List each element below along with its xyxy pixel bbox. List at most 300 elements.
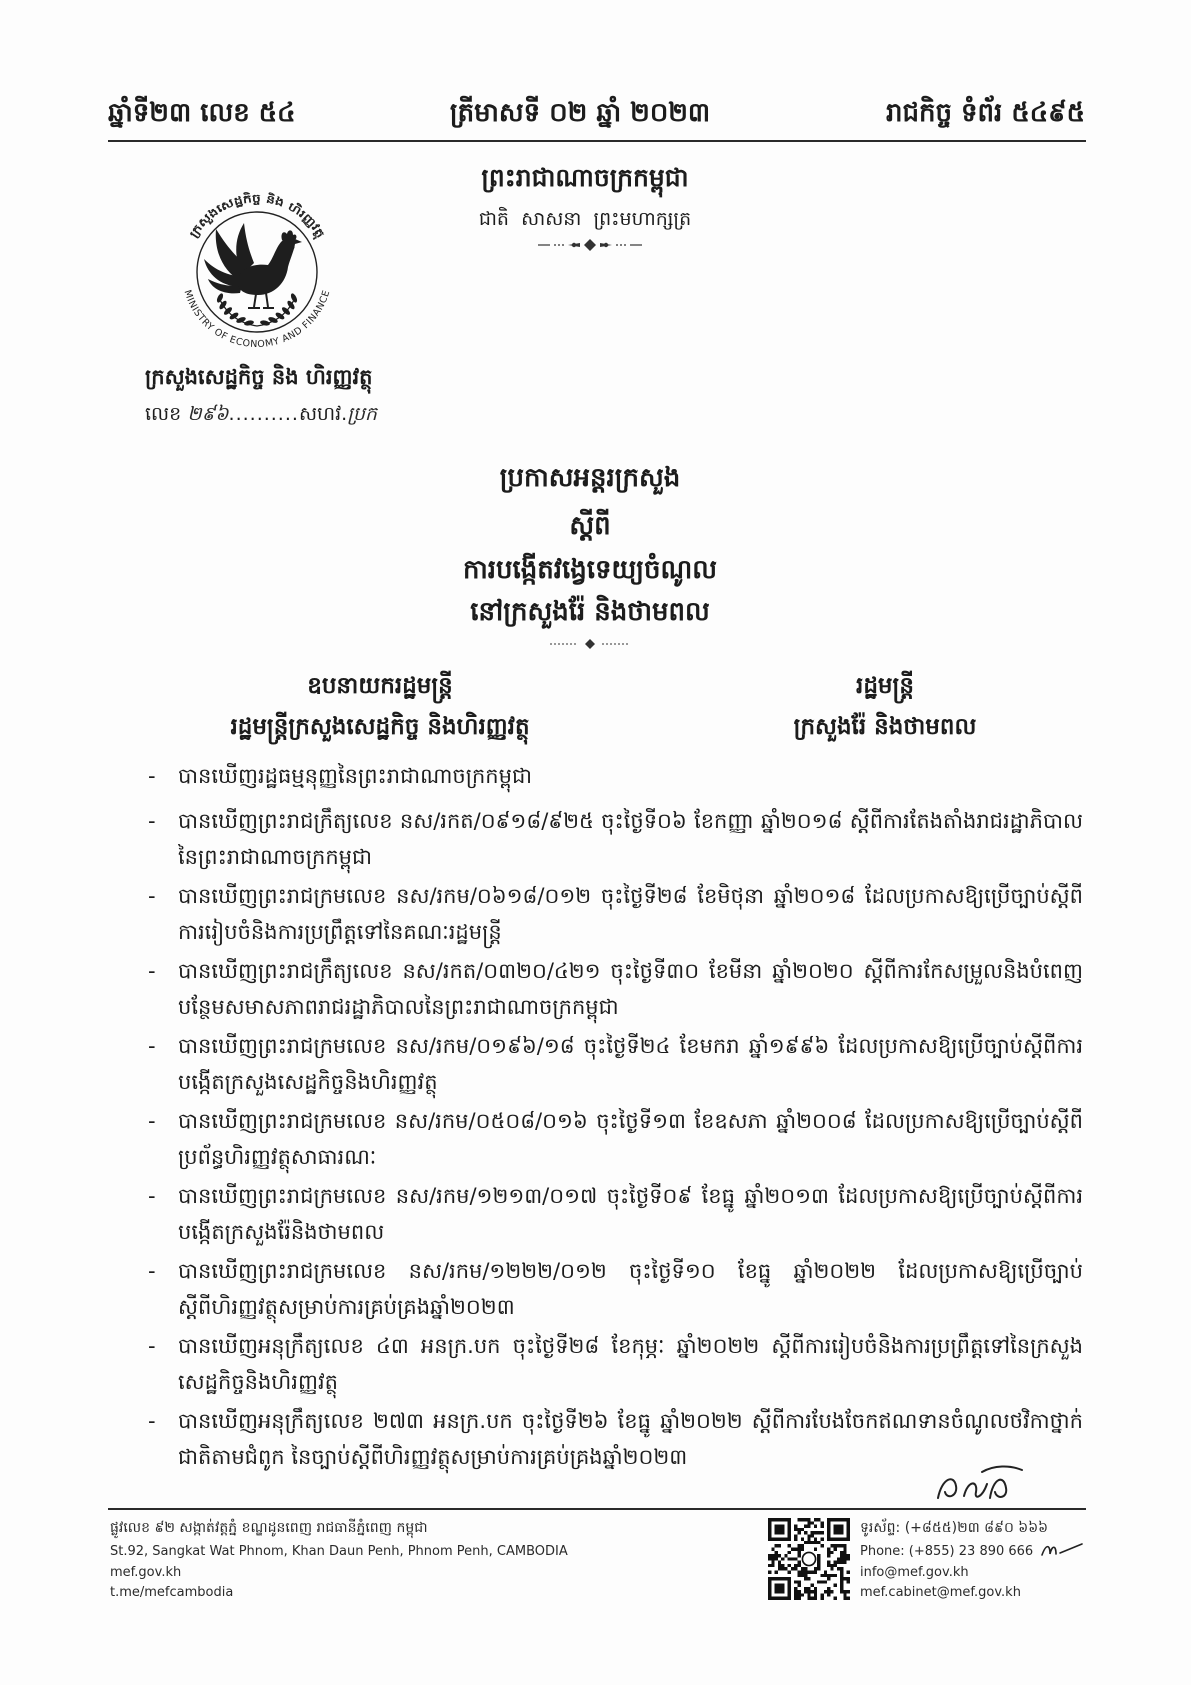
qr-module <box>784 1518 787 1521</box>
qr-module <box>775 1538 778 1541</box>
qr-module <box>778 1567 781 1570</box>
footer-address-english: St.92, Sangkat Wat Phnom, Khan Daun Penh, Phnom Penh, CAMBODIA <box>110 1544 568 1559</box>
seal-khmer-text: ក្រសួងសេដ្ឋកិច្ច និង ហិរញ្ញវត្ថុ <box>186 191 327 241</box>
qr-module <box>801 1544 804 1547</box>
qr-module <box>830 1590 833 1593</box>
qr-module <box>847 1597 850 1600</box>
qr-module <box>801 1548 804 1551</box>
qr-module <box>827 1528 830 1531</box>
qr-module <box>807 1538 810 1541</box>
list-bullet: - <box>148 1259 156 1283</box>
qr-module <box>840 1518 843 1521</box>
qr-module <box>847 1521 850 1524</box>
svg-text:MINISTRY OF ECONOMY AND FINANC <box>182 289 333 350</box>
qr-module <box>775 1587 778 1590</box>
qr-module <box>801 1567 804 1570</box>
list-item <box>148 953 1083 1025</box>
qr-module <box>830 1574 833 1577</box>
qr-module <box>788 1521 791 1524</box>
qr-module <box>834 1564 837 1567</box>
qr-module <box>837 1528 840 1531</box>
qr-module <box>811 1521 814 1524</box>
qr-module <box>794 1564 797 1567</box>
qr-module <box>824 1580 827 1583</box>
qr-module <box>768 1528 771 1531</box>
qr-module <box>781 1557 784 1560</box>
footer-telegram: t.me/mefcambodia <box>110 1585 234 1600</box>
preamble-list <box>148 758 1083 1478</box>
qr-module <box>840 1538 843 1541</box>
qr-module <box>768 1531 771 1534</box>
qr-module <box>817 1564 820 1567</box>
qr-module <box>775 1557 778 1560</box>
qr-module <box>840 1587 843 1590</box>
qr-module <box>768 1525 771 1528</box>
qr-module <box>788 1580 791 1583</box>
qr-module <box>788 1551 791 1554</box>
qr-module <box>768 1534 771 1537</box>
qr-module <box>788 1531 791 1534</box>
qr-module <box>817 1561 820 1564</box>
qr-module <box>788 1584 791 1587</box>
qr-module <box>843 1518 846 1521</box>
list-item-text: បានឃើញព្រះរាជក្រឹត្យលេខ នស/រកត/០៣២០/៤២១ ចុះថ្ងៃទី៣០ ខែមីនា ឆ្នាំ២០២០ ស្តីពីការកែសម្រួលនិងបំពេញបន្ថែមសមាសភាពរាជរដ្ឋាភិបាលនៃព្រះរាជាណាចក្រកម្ពុជា <box>178 959 1083 1019</box>
qr-module <box>784 1554 787 1557</box>
qr-module <box>771 1577 774 1580</box>
qr-module <box>801 1518 804 1521</box>
qr-module <box>807 1521 810 1524</box>
qr-module <box>794 1528 797 1531</box>
qr-module <box>820 1538 823 1541</box>
qr-module <box>820 1593 823 1596</box>
qr-module <box>830 1567 833 1570</box>
qr-module <box>778 1525 781 1528</box>
qr-module <box>775 1590 778 1593</box>
qr-module <box>784 1538 787 1541</box>
gazette-quarter: ត្រីមាសទី ០២ ឆ្នាំ ២០២៣ <box>449 98 711 128</box>
svg-text:ក្រសួងសេដ្ឋកិច្ច និង ហិរញ្ញវត្ <box>187 191 327 242</box>
qr-module <box>814 1531 817 1534</box>
qr-module <box>817 1541 820 1544</box>
qr-module <box>840 1580 843 1583</box>
qr-module <box>811 1541 814 1544</box>
qr-module <box>834 1531 837 1534</box>
qr-module <box>814 1590 817 1593</box>
qr-module <box>804 1587 807 1590</box>
qr-module <box>775 1525 778 1528</box>
qr-module <box>827 1551 830 1554</box>
qr-module <box>840 1567 843 1570</box>
list-item <box>148 1028 1083 1100</box>
qr-module <box>781 1590 784 1593</box>
qr-module <box>778 1561 781 1564</box>
qr-module <box>814 1538 817 1541</box>
qr-module <box>768 1518 771 1521</box>
qr-module <box>768 1554 771 1557</box>
qr-module <box>781 1518 784 1521</box>
qr-module <box>778 1577 781 1580</box>
qr-module <box>804 1531 807 1534</box>
qr-module <box>801 1574 804 1577</box>
qr-module <box>814 1597 817 1600</box>
qr-module <box>781 1525 784 1528</box>
qr-module <box>840 1570 843 1573</box>
qr-module <box>827 1587 830 1590</box>
list-item-text: បានឃើញព្រះរាជក្រមលេខ នស/រកម/០១៩៦/១៨ ចុះថ្ងៃទី២៤ ខែមករា ឆ្នាំ១៩៩៦ ដែលប្រកាសឱ្យប្រើច្បាប់ស្តីពីការបង្កើតក្រសួងសេដ្ឋកិច្ចនិងហិរញ្ញវត្ថុ <box>178 1034 1083 1094</box>
qr-module <box>840 1577 843 1580</box>
qr-module <box>798 1597 801 1600</box>
qr-module <box>843 1577 846 1580</box>
qr-module <box>781 1584 784 1587</box>
qr-module <box>824 1590 827 1593</box>
qr-module <box>768 1577 771 1580</box>
list-item <box>148 803 1083 875</box>
qr-module <box>804 1541 807 1544</box>
qr-module <box>778 1590 781 1593</box>
qr-module <box>820 1597 823 1600</box>
qr-module <box>834 1518 837 1521</box>
qr-module <box>768 1521 771 1524</box>
qr-module <box>847 1557 850 1560</box>
qr-module <box>847 1528 850 1531</box>
qr-module <box>817 1567 820 1570</box>
qr-module <box>834 1597 837 1600</box>
qr-module <box>798 1548 801 1551</box>
qr-module <box>798 1531 801 1534</box>
qr-module <box>847 1525 850 1528</box>
qr-module <box>794 1580 797 1583</box>
qr-module <box>814 1518 817 1521</box>
qr-module <box>827 1525 830 1528</box>
qr-module <box>840 1551 843 1554</box>
left-signatory-office: រដ្ឋមន្ត្រីក្រសួងសេដ្ឋកិច្ច និងហិរញ្ញវត្ថុ <box>230 714 530 740</box>
footer-phone-english: Phone: (+855) 23 890 666 <box>860 1544 1034 1559</box>
right-signatory-office: ក្រសួងរ៉ែ និងថាមពល <box>793 714 977 740</box>
qr-module <box>778 1554 781 1557</box>
qr-module <box>843 1590 846 1593</box>
title-ornament <box>540 638 640 650</box>
qr-module <box>804 1577 807 1580</box>
qr-module <box>798 1590 801 1593</box>
qr-module <box>804 1590 807 1593</box>
qr-module <box>788 1570 791 1573</box>
qr-module <box>768 1570 771 1573</box>
qr-module <box>830 1544 833 1547</box>
qr-module <box>794 1525 797 1528</box>
list-bullet: - <box>148 1109 156 1133</box>
qr-module <box>778 1597 781 1600</box>
qr-module <box>781 1538 784 1541</box>
qr-module <box>807 1570 810 1573</box>
qr-module <box>798 1528 801 1531</box>
qr-module <box>801 1538 804 1541</box>
handwritten-initials <box>932 1462 1027 1506</box>
gazette-page-number: រាជកិច្ច ទំព័រ ៥៤៩៥ <box>885 98 1085 128</box>
footer-website: mef.gov.kh <box>110 1565 182 1580</box>
title-location: នៅក្រសួងរ៉ែ និងថាមពល <box>470 597 710 627</box>
list-bullet: - <box>148 764 156 788</box>
list-bullet: - <box>148 1034 156 1058</box>
qr-module <box>843 1551 846 1554</box>
qr-module <box>778 1518 781 1521</box>
list-item <box>148 878 1083 950</box>
qr-module <box>830 1518 833 1521</box>
qr-module <box>827 1518 830 1521</box>
list-item-text: បានឃើញព្រះរាជក្រមលេខ នស/រកម/១២១៣/០១៧ ចុះថ្ងៃទី០៩ ខែធ្នូ ឆ្នាំ២០១៣ ដែលប្រកាសឱ្យប្រើច្បាប់ស្តីពីការបង្កើតក្រសួងរ៉ែនិងថាមពល <box>178 1184 1083 1244</box>
qr-module <box>847 1518 850 1521</box>
qr-module <box>820 1521 823 1524</box>
qr-module <box>840 1554 843 1557</box>
qr-module <box>794 1587 797 1590</box>
qr-module <box>814 1570 817 1573</box>
qr-module <box>788 1518 791 1521</box>
qr-module <box>778 1564 781 1567</box>
qr-module <box>788 1590 791 1593</box>
qr-module <box>778 1538 781 1541</box>
qr-module <box>791 1548 794 1551</box>
qr-module <box>830 1564 833 1567</box>
qr-module <box>834 1538 837 1541</box>
qr-module <box>798 1593 801 1596</box>
qr-module <box>771 1557 774 1560</box>
qr-module <box>827 1577 830 1580</box>
qr-module <box>840 1590 843 1593</box>
qr-module <box>807 1518 810 1521</box>
qr-module <box>788 1525 791 1528</box>
qr-module <box>794 1567 797 1570</box>
kingdom-name: ព្រះរាជាណាចក្រកម្ពុជា <box>481 163 689 192</box>
qr-module <box>820 1531 823 1534</box>
qr-module <box>801 1528 804 1531</box>
qr-module <box>847 1534 850 1537</box>
left-signatory-rank: ឧបនាយករដ្ឋមន្ត្រី <box>307 673 453 699</box>
list-item <box>148 1103 1083 1175</box>
qr-module <box>784 1597 787 1600</box>
qr-module <box>768 1597 771 1600</box>
qr-module <box>837 1518 840 1521</box>
qr-module <box>840 1525 843 1528</box>
qr-module <box>798 1561 801 1564</box>
national-motto: ជាតិ សាសនា ព្រះមហាក្សត្រ <box>478 208 692 230</box>
qr-module <box>788 1544 791 1547</box>
qr-module <box>778 1528 781 1531</box>
qr-module <box>843 1557 846 1560</box>
qr-module <box>788 1577 791 1580</box>
qr-module <box>768 1564 771 1567</box>
qr-module <box>781 1567 784 1570</box>
qr-module <box>847 1577 850 1580</box>
qr-module <box>814 1587 817 1590</box>
qr-module <box>820 1525 823 1528</box>
list-item-text: បានឃើញព្រះរាជក្រមលេខ នស/រកម/០៦១៨/០១២ ចុះថ្ងៃទី២៨ ខែមិថុនា ឆ្នាំ២០១៨ ដែលប្រកាសឱ្យប្រើច្បាប់ស្តីពីការរៀបចំនិងការប្រព្រឹត្តទៅនៃគណៈរដ្ឋមន្ត្រី <box>178 884 1083 944</box>
qr-module <box>837 1531 840 1534</box>
qr-module <box>811 1531 814 1534</box>
list-bullet: - <box>148 959 156 983</box>
qr-module <box>811 1570 814 1573</box>
qr-module <box>827 1564 830 1567</box>
qr-module <box>840 1574 843 1577</box>
qr-module <box>781 1597 784 1600</box>
list-bullet: - <box>148 884 156 908</box>
qr-module <box>788 1597 791 1600</box>
qr-module <box>827 1534 830 1537</box>
qr-module <box>834 1525 837 1528</box>
qr-module <box>775 1528 778 1531</box>
laurel-wreath-icon <box>216 292 299 326</box>
qr-module <box>804 1518 807 1521</box>
qr-module <box>837 1525 840 1528</box>
qr-module <box>843 1554 846 1557</box>
list-item-text: បានឃើញអនុក្រឹត្យលេខ ៤៣ អនក្រ.បក ចុះថ្ងៃទី២៨ ខែកុម្ភៈ ឆ្នាំ២០២២ ស្តីពីការរៀបចំនិងការប្រព្រឹត្តទៅនៃក្រសួងសេដ្ឋកិច្ចនិងហិរញ្ញវត្ថុ <box>178 1334 1083 1394</box>
qr-module <box>778 1531 781 1534</box>
qr-module <box>843 1593 846 1596</box>
list-bullet: - <box>148 1334 156 1358</box>
qr-module <box>798 1580 801 1583</box>
list-item-text: បានឃើញអនុក្រឹត្យលេខ ២៧៣ អនក្រ.បក ចុះថ្ងៃទី២៦ ខែធ្នូ ឆ្នាំ២០២២ ស្តីពីការបែងចែកឥណទានចំណូលថវិកាថ្នាក់ជាតិតាមជំពូក នៃច្បាប់ស្តីពីហិរញ្ញវត្ថុសម្រាប់ការគ្រប់គ្រងឆ្នាំ២០២៣ <box>178 1409 1083 1469</box>
list-item <box>148 1253 1083 1325</box>
qr-module <box>798 1584 801 1587</box>
qr-code <box>768 1518 850 1600</box>
qr-module <box>781 1564 784 1567</box>
qr-module <box>827 1521 830 1524</box>
qr-module <box>817 1554 820 1557</box>
qr-module <box>837 1538 840 1541</box>
qr-module <box>834 1544 837 1547</box>
qr-module <box>794 1597 797 1600</box>
list-item <box>148 1328 1083 1400</box>
qr-module <box>768 1584 771 1587</box>
qr-module <box>771 1554 774 1557</box>
qr-module <box>847 1580 850 1583</box>
qr-module <box>807 1590 810 1593</box>
qr-module <box>794 1538 797 1541</box>
qr-module <box>830 1551 833 1554</box>
qr-module <box>798 1544 801 1547</box>
qr-module <box>827 1561 830 1564</box>
qr-module <box>771 1548 774 1551</box>
qr-module <box>771 1561 774 1564</box>
qr-module <box>814 1548 817 1551</box>
list-item-text: បានឃើញព្រះរាជក្រមលេខ នស/រកម/១២២២/០១២ ចុះថ្ងៃទី១០ ខែធ្នូ ឆ្នាំ២០២២ ដែលប្រកាសឱ្យប្រើច្បាប់ស្តីពីហិរញ្ញវត្ថុសម្រាប់ការគ្រប់គ្រងឆ្នាំ២០២៣ <box>178 1259 1083 1319</box>
document-number <box>145 398 515 430</box>
qr-module <box>788 1538 791 1541</box>
footer-email-info: info@mef.gov.kh <box>860 1565 969 1580</box>
qr-module <box>834 1584 837 1587</box>
gazette-year-issue: ឆ្នាំទី២៣ លេខ ៥៤ <box>108 98 296 128</box>
qr-module <box>847 1554 850 1557</box>
qr-module <box>781 1587 784 1590</box>
footer-address-khmer: ផ្លូវលេខ ៩២ សង្កាត់វត្តភ្នំ ខណ្ឌដូនពេញ រាជធានីភ្នំពេញ កម្ពុជា <box>110 1520 428 1536</box>
qr-module <box>820 1580 823 1583</box>
qr-module <box>840 1544 843 1547</box>
qr-module <box>807 1587 810 1590</box>
qr-module <box>798 1554 801 1557</box>
qr-module <box>807 1541 810 1544</box>
qr-module <box>811 1534 814 1537</box>
list-item-text: បានឃើញព្រះរាជក្រឹត្យលេខ នស/រកត/០៩១៨/៩២៥ ចុះថ្ងៃទី០៦ ខែកញ្ញា ឆ្នាំ២០១៨ ស្តីពីការតែងតាំងរាជរដ្ឋាភិបាលនៃព្រះរាជាណាចក្រកម្ពុជា <box>178 809 1083 869</box>
title-about: ស្តីពី <box>569 511 611 541</box>
qr-module <box>820 1544 823 1547</box>
qr-module <box>847 1531 850 1534</box>
qr-module <box>775 1551 778 1554</box>
qr-module <box>837 1557 840 1560</box>
qr-module <box>837 1561 840 1564</box>
qr-module <box>843 1561 846 1564</box>
document-type: ប្រកាសអន្តរក្រសួង <box>499 463 681 493</box>
qr-module <box>775 1518 778 1521</box>
qr-module <box>788 1528 791 1531</box>
qr-module <box>768 1557 771 1560</box>
document-number-code: សហវ. <box>298 403 348 425</box>
qr-module <box>788 1593 791 1596</box>
qr-module <box>840 1531 843 1534</box>
qr-module <box>840 1584 843 1587</box>
ministry-seal-logo <box>168 183 346 361</box>
qr-module <box>837 1544 840 1547</box>
qr-module <box>840 1528 843 1531</box>
qr-module <box>781 1577 784 1580</box>
qr-module <box>807 1577 810 1580</box>
qr-module <box>775 1597 778 1600</box>
qr-module <box>834 1574 837 1577</box>
qr-module <box>775 1570 778 1573</box>
list-bullet: - <box>148 1409 156 1433</box>
qr-module <box>798 1564 801 1567</box>
qr-module <box>778 1587 781 1590</box>
qr-module <box>827 1531 830 1534</box>
qr-module <box>814 1525 817 1528</box>
qr-module <box>775 1584 778 1587</box>
seal-english-text: MINISTRY OF ECONOMY AND FINANCE <box>181 288 333 351</box>
qr-module <box>814 1593 817 1596</box>
qr-module <box>843 1544 846 1547</box>
rooster-icon <box>204 223 302 308</box>
qr-module <box>771 1597 774 1600</box>
title-subject: ការបង្កើតវង្វេទេយ្យចំណូល <box>462 555 718 585</box>
qr-module <box>807 1597 810 1600</box>
qr-module <box>791 1557 794 1560</box>
qr-module <box>768 1580 771 1583</box>
qr-module <box>843 1548 846 1551</box>
qr-module <box>834 1561 837 1564</box>
list-item <box>148 758 1083 794</box>
qr-module <box>840 1557 843 1560</box>
qr-module <box>814 1567 817 1570</box>
qr-module <box>817 1557 820 1560</box>
qr-module <box>775 1554 778 1557</box>
qr-module <box>801 1570 804 1573</box>
qr-module <box>811 1590 814 1593</box>
qr-module <box>788 1534 791 1537</box>
qr-module <box>804 1567 807 1570</box>
qr-module <box>807 1525 810 1528</box>
qr-module <box>827 1574 830 1577</box>
qr-module <box>843 1597 846 1600</box>
qr-module <box>768 1590 771 1593</box>
qr-module <box>811 1597 814 1600</box>
qr-module <box>788 1587 791 1590</box>
list-item-text: បានឃើញរដ្ឋធម្មនុញ្ញនៃព្រះរាជាណាចក្រកម្ពុជា <box>178 764 532 788</box>
qr-module <box>798 1551 801 1554</box>
qr-module <box>843 1538 846 1541</box>
qr-module <box>781 1531 784 1534</box>
qr-module <box>794 1548 797 1551</box>
qr-module <box>775 1577 778 1580</box>
footer-divider <box>108 1508 1086 1510</box>
handwritten-initials <box>1040 1538 1086 1560</box>
qr-module <box>827 1593 830 1596</box>
qr-module <box>794 1590 797 1593</box>
